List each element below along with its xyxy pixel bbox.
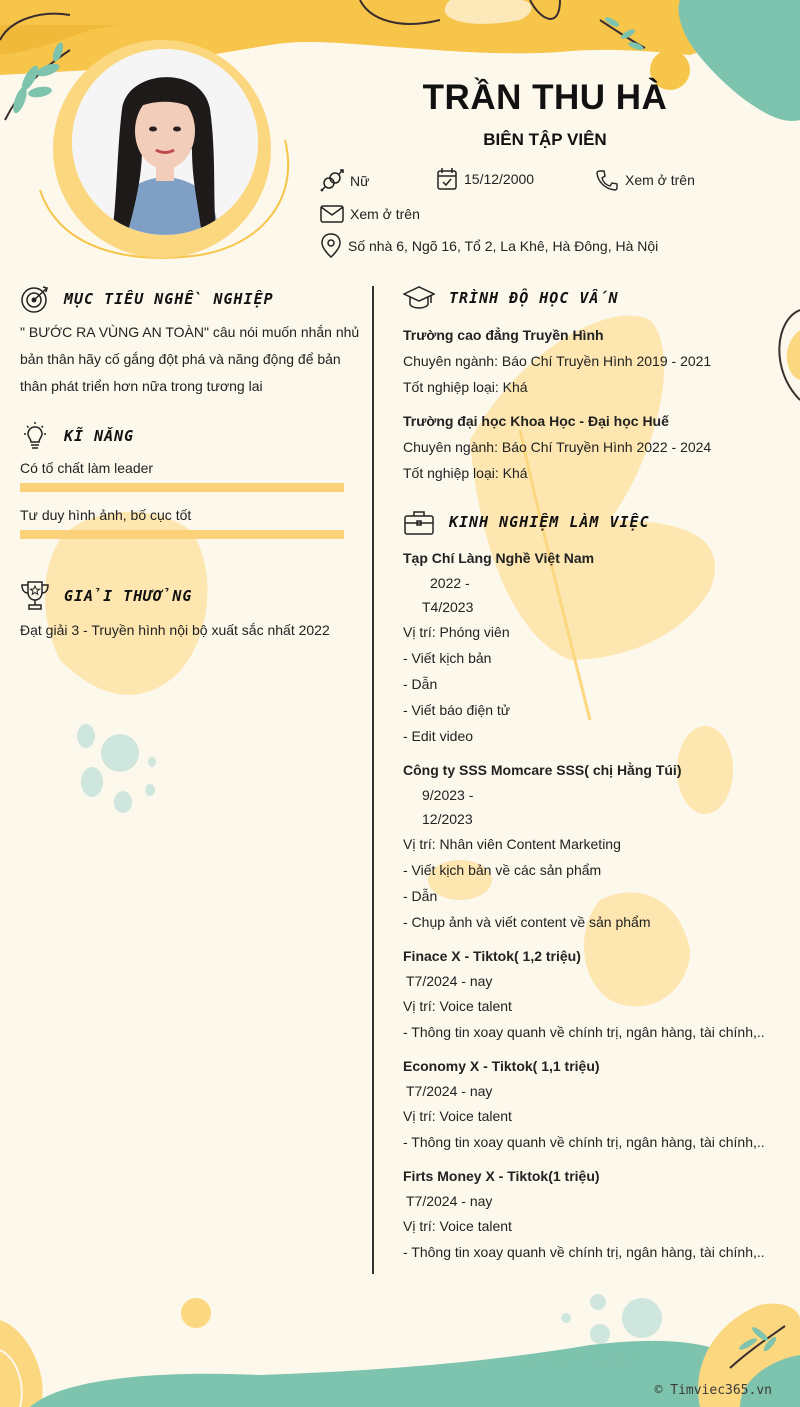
- job-line: - Viết báo điện tử: [403, 702, 511, 718]
- job-period: T7/2024 - nay: [406, 1083, 493, 1099]
- graduation-cap-icon: [403, 285, 435, 311]
- skill-bar: [20, 530, 344, 539]
- job-entry: [403, 1053, 793, 1155]
- job-company: Economy X - Tiktok( 1,1 triệu): [403, 1058, 600, 1074]
- job-period: 9/2023 -: [422, 787, 474, 803]
- job-line: - Chụp ảnh và viết content về sản phẩm: [403, 914, 651, 930]
- school-name: Trường đại học Khoa Học - Đại học Huế: [403, 413, 669, 429]
- calendar-icon: [436, 167, 458, 191]
- education-heading: [403, 285, 619, 311]
- objective-text: [20, 319, 360, 400]
- education-title: TRÌNH ĐỘ HỌC VẤN: [449, 289, 619, 307]
- gender-row: [320, 169, 369, 193]
- job-period: 2022 -: [430, 575, 470, 591]
- job-company: Firts Money X - Tiktok(1 triệu): [403, 1168, 600, 1184]
- school-name: Trường cao đẳng Truyền Hình: [403, 327, 604, 343]
- footer-credit: © Timviec365.vn: [654, 1383, 772, 1398]
- objective-line: " BƯỚC RA VÙNG AN TOÀN" câu nói muốn nhắn nhủ: [20, 324, 360, 340]
- job-line: - Dẫn: [403, 676, 438, 692]
- job-company: Tạp Chí Làng Nghề Việt Nam: [403, 550, 595, 566]
- skill-bar: [20, 483, 344, 492]
- gender-icon: [320, 169, 344, 193]
- skill-item: Tư duy hình ảnh, bố cục tốt: [20, 507, 192, 523]
- job-period: T4/2023: [422, 599, 474, 615]
- award-item: Đạt giải 3 - Truyền hình nội bộ xuất sắc nhất 2022: [20, 622, 330, 638]
- job-title: BIÊN TẬP VIÊN: [483, 130, 607, 149]
- job-line: Vị trí: Voice talent: [403, 998, 512, 1014]
- job-entry: [403, 545, 793, 749]
- objective-title: MỤC TIÊU NGHỀ NGHIỆP: [64, 290, 274, 308]
- job-period: T7/2024 - nay: [406, 973, 493, 989]
- job-entry: [403, 757, 793, 935]
- job-line: Vị trí: Nhân viên Content Marketing: [403, 836, 621, 852]
- briefcase-icon: [403, 508, 435, 536]
- birthday-value: 15/12/2000: [464, 171, 535, 187]
- job-line: - Viết kịch bản về các sản phẩm: [403, 862, 602, 878]
- objective-line: bản thân hãy cố gắng đột phá và năng động để bản: [20, 351, 341, 367]
- skills-title: KĨ NĂNG: [64, 427, 135, 445]
- education-entry: [403, 408, 783, 486]
- phone-icon: [595, 168, 619, 192]
- experience-title: KINH NGHIỆM LÀM VIỆC: [449, 513, 650, 531]
- birthday-row: [436, 167, 534, 191]
- location-pin-icon: [320, 233, 342, 259]
- job-line: - Thông tin xoay quanh về chính trị, ngân hàng, tài chính,..: [403, 1244, 765, 1260]
- job-line: Vị trí: Phóng viên: [403, 624, 510, 640]
- job-line: Vị trí: Voice talent: [403, 1108, 512, 1124]
- candidate-name: TRẦN THU HÀ: [422, 78, 668, 117]
- job-line: - Viết kịch bản: [403, 650, 492, 666]
- school-major: Chuyên ngành: Báo Chí Truyền Hình 2019 - 2021: [403, 353, 712, 369]
- job-entry: [403, 943, 793, 1045]
- address-value: Số nhà 6, Ngõ 16, Tổ 2, La Khê, Hà Đông, Hà Nội: [348, 238, 659, 254]
- school-major: Chuyên ngành: Báo Chí Truyền Hình 2022 - 2024: [403, 439, 712, 455]
- phone-value: Xem ở trên: [625, 172, 695, 188]
- mail-icon: [320, 205, 344, 223]
- job-period: 12/2023: [422, 811, 473, 827]
- trophy-icon: [20, 580, 50, 612]
- objective-heading: [20, 285, 274, 313]
- job-line: - Thông tin xoay quanh về chính trị, ngân hàng, tài chính,..: [403, 1024, 765, 1040]
- job-line: - Dẫn: [403, 888, 438, 904]
- address-row: [320, 233, 658, 259]
- awards-title: GIẢI THƯỞNG: [64, 587, 193, 605]
- email-value: Xem ở trên: [350, 206, 420, 222]
- job-line: - Thông tin xoay quanh về chính trị, ngân hàng, tài chính,..: [403, 1134, 765, 1150]
- job-line: Vị trí: Voice talent: [403, 1218, 512, 1234]
- email-row: [320, 205, 420, 223]
- education-entry: [403, 322, 783, 400]
- job-company: Công ty SSS Momcare SSS( chị Hằng Túi): [403, 762, 682, 778]
- job-company: Finace X - Tiktok( 1,2 triệu): [403, 948, 581, 964]
- job-line: - Edit video: [403, 728, 474, 744]
- phone-row: [595, 168, 695, 192]
- objective-line: thân phát triển hơn nữa trong tương lai: [20, 378, 263, 394]
- experience-heading: [403, 508, 650, 536]
- school-grade: Tốt nghiệp loại: Khá: [403, 379, 528, 395]
- lightbulb-icon: [20, 421, 50, 451]
- column-divider: [372, 286, 374, 1274]
- skill-item: Có tố chất làm leader: [20, 460, 154, 476]
- avatar: [72, 49, 258, 235]
- job-entry: [403, 1163, 793, 1265]
- job-period: T7/2024 - nay: [406, 1193, 493, 1209]
- awards-heading: [20, 580, 192, 612]
- target-icon: [20, 285, 50, 313]
- gender-value: Nữ: [350, 173, 370, 189]
- skills-heading: [20, 421, 134, 451]
- school-grade: Tốt nghiệp loại: Khá: [403, 465, 528, 481]
